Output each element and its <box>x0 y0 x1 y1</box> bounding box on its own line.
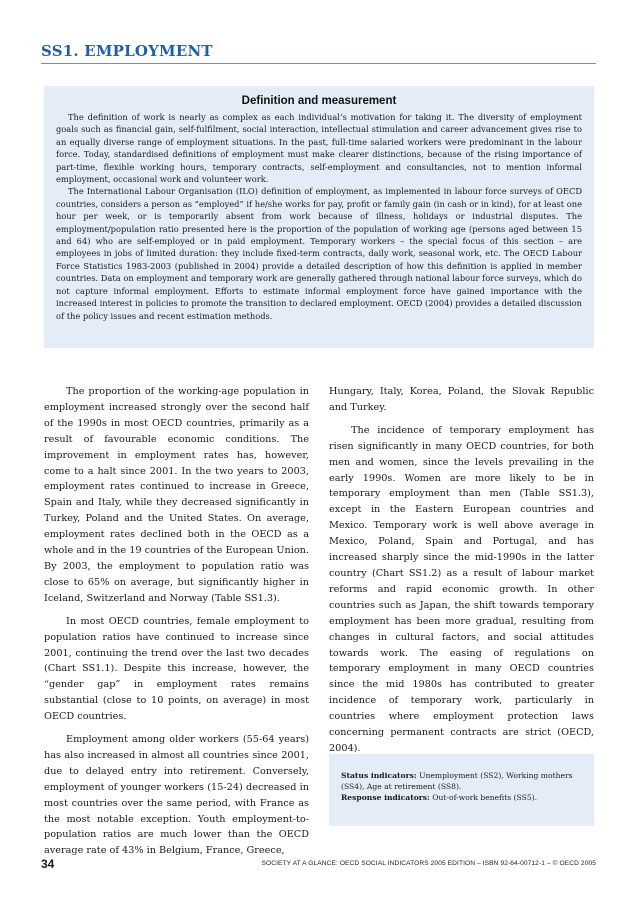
left-column <box>44 384 309 866</box>
status-indicators <box>341 770 582 792</box>
right-column <box>329 384 594 764</box>
status-indicators-label: Status indicators: <box>341 771 417 780</box>
definition-paragraph: The definition of work is nearly as complex as each individual’s motivation for taking it. The diversity of employment goals such as financial gain, self-fulfilment, social interaction, intellectual stimulation and career advancement gives rise to an equally diverse range of employment situations. In the past, full-time salaried workers were predominant in the labour force. Today, standardised definitions of employment must make clearer distinctions, because of the rising importance of part-time, flexible working hours, temporary contracts, self-employment and consultancies, not to mention informal employment, occasional work and volunteer work. <box>56 112 582 185</box>
response-indicators-text: Out-of-work benefits (SS5). <box>432 793 538 803</box>
definition-title: Definition and measurement <box>241 95 397 107</box>
footer-text: SOCIETY AT A GLANCE: OECD SOCIAL INDICATORS 2005 EDITION – ISBN 92-64-00712-1 – © OECD 2005 <box>261 860 596 867</box>
body-paragraph: In most OECD countries, female employment to population ratios have continued to increase since 2001, continuing the trend over the last two decades (Chart SS1.1). Despite this increase, however, the “gender gap” in employment rates remains substantial (close to 10 points, on average) in most OECD countries. <box>44 615 309 723</box>
definition-paragraph: The International Labour Organisation (ILO) definition of employment, as implemented in labour force surveys of OECD countries, considers a person as “employed” if he/she works for pay, profit or family gain (in cash or in kind), for at least one hour per week, or is temporarily absent from work because of illness, holidays or industrial disputes. The employment/population ratio presented here is the proportion of the population of working age (persons aged between 15 and 64) who are self-employed or in paid employment. Temporary workers – the special focus of this section – are employees in jobs of limited duration: they include fixed-term contracts, daily work, seasonal work, etc. The OECD Labour Force Statistics 1983-2003 (published in 2004) provide a detailed description of how this definition is applied in member countries. Data on employment and temporary work are generally gathered through national labour force surveys, which do not capture informal employment. Efforts to estimate informal employment force have gained importance with the increased interest in policies to promote the transition to declared employment. OECD (2004) provides a detailed discussion of the policy issues and recent estimation methods. <box>56 186 582 321</box>
response-indicators-label: Response indicators: <box>341 793 430 803</box>
body-paragraph: The incidence of temporary employment has risen significantly in many OECD countries, for both men and women, since the levels prevailing in the early 1990s. Women are more likely to be in temporary employment than men (Table SS1.3), except in the Eastern European countries and Mexico. Temporary work is well above average in Mexico, Poland, Spain and Portugal, and has increased sharply since the mid-1990s in the latter country (Chart SS1.2) as a result of labour market reforms and rapid economic growth. In other countries such as Japan, the shift towards temporary employment has been more gradual, resulting from changes in cultural factors, and social attitudes towards work. The easing of regulations on temporary employment in many OECD countries since the mid 1980s has contributed to greater incidence of temporary work, particularly in countries where employment protection laws concerning permanent contracts are strict (OECD, 2004). <box>329 424 594 754</box>
body-paragraph: Employment among older workers (55-64 years) has also increased in almost all countries since 2001, due to delayed entry into retirement. Conversely, employment of younger workers (15-24) decreased in most countries over the same period, with France as the most notable exception. Youth employment-to-population ratios are much lower than the OECD average rate of 43% in Belgium, France, Greece, <box>44 734 309 857</box>
definition-box <box>44 86 594 348</box>
page-number: 34 <box>41 857 55 871</box>
section-title: SS1. EMPLOYMENT <box>41 42 213 60</box>
indicators-box <box>329 754 594 826</box>
response-indicators <box>341 792 582 803</box>
body-paragraph: The proportion of the working-age population in employment increased strongly over the second half of the 1990s in most OECD countries, primarily as a result of favourable economic conditions. The improvement in employment rates has, however, come to a halt since 2001. In the two years to 2003, employment rates continued to increase in Greece, Spain and Italy, while they decreased significantly in Turkey, Poland and the United States. On average, employment rates declined both in the OECD as a whole and in the 19 countries of the European Union. By 2003, the employment to population ratio was close to 65% on average, but significantly higher in Iceland, Switzerland and Norway (Table SS1.3). <box>44 386 309 604</box>
body-paragraph-continued: Hungary, Italy, Korea, Poland, the Slovak Republic and Turkey. <box>329 386 594 413</box>
title-rule <box>41 63 596 64</box>
status-indicators-text: Unemployment (SS2), Working mothers (SS4), Age at retirement (SS8). <box>341 771 573 792</box>
